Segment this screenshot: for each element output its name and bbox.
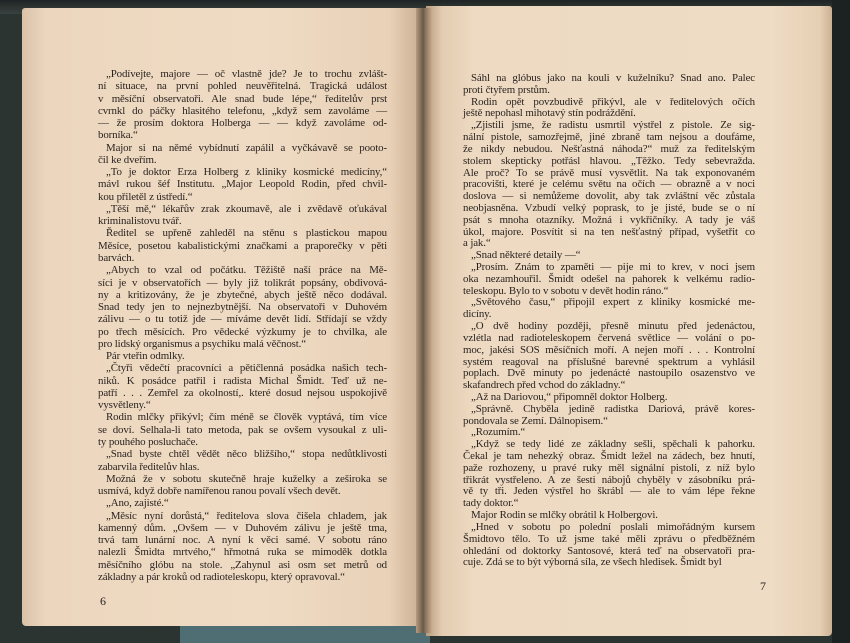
text-line: skafandrech před vchod do základny.“ [463, 379, 626, 392]
text-line: dicíny. [463, 308, 492, 321]
text-line: moc, jakési SOS měsíčních moří. A nejen moří . . . Kontrolní [463, 343, 755, 356]
text-line: Pár vteřin odmlky. [106, 350, 185, 363]
text-line: „Snad některé detaily —“ [471, 249, 581, 262]
paragraph [98, 510, 387, 584]
paragraph [98, 68, 387, 142]
text-line: cvrnkl do páčky hlasitého telefonu, „když sem zavoláme — [98, 104, 387, 117]
text-line: pracovišti, které je celému světu na očích — obrazně a v noci [463, 178, 755, 191]
paragraph [98, 264, 387, 350]
text-line: a jak.“ [463, 237, 491, 250]
paragraph [463, 522, 755, 569]
text-line: Snad tedy jen to nejnezbytnější. Na observatoři v Duhovém [98, 301, 387, 314]
paragraph [463, 97, 755, 121]
book-gutter [416, 8, 432, 633]
text-line: „To je doktor Erza Holberg z kliniky kosmické medicíny,“ [106, 166, 387, 179]
text-line: patří . . . Zemřel za okolností,. které dosud nejsou uspokojivě [98, 386, 387, 399]
text-line: barvách. [98, 251, 135, 264]
text-line: zabarvila ředitelův hlas. [98, 460, 200, 473]
text-line: pro lidský organismus a psychiku malá věčnost.“ [98, 337, 307, 350]
paragraph [98, 411, 387, 448]
text-line: Rodin mlčky přikývl; čím méně se člověk vyptává, tím více [106, 411, 387, 424]
right-page-text [463, 73, 755, 569]
text-line: Rodin opět povzbudivě přikývl, ale v ředitelových očích [471, 95, 755, 108]
paragraph [98, 166, 387, 203]
text-line: „Až na Dariovou,“ připomněl doktor Holberg. [471, 390, 668, 403]
text-line: po třech měsících. Pro vědecké výzkumy je to chvilka, ale [98, 325, 387, 338]
text-line: vysvětleny.“ [98, 399, 151, 412]
text-line: nální pistole, samozřejmě, jiné zbraně tam nejsou a doufáme, [463, 131, 755, 144]
text-line: měsíčního glóbu na stole. „Zahynul asi osm set metrů od [98, 558, 387, 571]
paragraph [98, 350, 387, 362]
text-line: ohledání od doktorky Santosové, která teď na observatoři pra- [463, 544, 755, 557]
book-right-edge [832, 0, 850, 643]
text-line: ny a kritizovány, že je zbytečné, abych ještě něco dodával. [98, 288, 387, 301]
text-line: doslova — si nemůžeme dovolit, aby tak zvláštní věc zůstala [463, 190, 755, 203]
text-line: nalezli Šmidta mrtvého,“ hřmotná ruka se mimoděk dotkla [98, 546, 387, 559]
paragraph [98, 362, 387, 411]
text-line: borníka.“ [98, 129, 138, 142]
text-line: mávl rukou šéf Institutu. „Major Leopold Rodin, před chvil- [98, 178, 387, 191]
text-line: „Čtyři vědečtí pracovníci a pětičlenná posádka našich tech- [106, 362, 387, 375]
text-line: neobjasněna. Vzbudí velký poprask, to je jisté, bude se o ní [463, 201, 755, 214]
text-line: úkol, majore. Posvítit si na ten nešťastný případ, vyšetřit co [463, 225, 755, 238]
text-line: „Těší mě,“ lékařův zrak zkoumavě, ale i zvědavě oťukával [106, 202, 387, 215]
text-line: „Zjistili jsme, že radistu usmrtil výstřel z pistole. Ze sig- [471, 119, 755, 132]
text-line: „Abych to vzal od počátku. Těžiště naší práce na Mě- [106, 264, 387, 277]
text-line: „Prosím. Znám to zpaměti — pije mi to krev, v noci jsem [471, 261, 755, 273]
text-line: „Ano, zajisté.“ [106, 497, 169, 510]
text-line: „Snad byste chtěl vědět něco bližšího,“ stopa nedůtklivosti [106, 448, 387, 461]
text-line: zálivu — o tu totiž jde — míváme devět lidí. Střídají se vždy [98, 313, 387, 326]
text-line: — že prosím doktora Holberga — — když zavoláme od- [98, 117, 387, 130]
text-line: systém reagoval na příslušné barevné spektrum a vyhlásil [463, 355, 755, 368]
text-line: „Světového času,“ připojil expert z kliniky kosmické me- [471, 296, 755, 309]
text-line: poplach. Dvě minuty po jedenácté nastoupilo osazenstvo ve [463, 367, 755, 380]
paragraph [463, 262, 755, 297]
paragraph [463, 120, 755, 250]
text-line: „Správně. Chyběla jedině radistka Dariová, právě kores- [471, 402, 755, 415]
paragraph [463, 297, 755, 321]
text-line: že nikdy nebudou. Nešťastná náhoda?“ muž za ředitelským [463, 142, 755, 155]
left-page [22, 8, 422, 626]
text-line: Ředitel se upřeně zahleděl na stěnu s plastickou mapou [106, 227, 387, 240]
text-line: „Rozumím.“ [471, 426, 526, 439]
text-line: psát s mnoha otazníky. Možná i vykřičníky. A tady je váš [463, 213, 755, 226]
paragraph [98, 203, 387, 228]
text-line: teleskopu. Bylo to v sobotu v devět hodin ráno.“ [463, 284, 669, 297]
text-line: Ale proč? To se právě musí vysvětlit. Na tak exponovaném [463, 166, 755, 179]
text-line: Major Rodin se mlčky obrátil k Holbergovi. [471, 509, 658, 522]
text-line: základny a pár kroků od radioteleskopu, který opravoval.“ [98, 570, 345, 583]
paragraph [463, 392, 755, 404]
text-line: „Podívejte, majore — oč vlastně jde? Je to trochu zvlášt- [106, 68, 387, 80]
text-line: v měsíční observatoři. Ale snad bude lépe,“ ředitelův prst [98, 92, 387, 105]
right-page [426, 6, 832, 636]
text-line: vě ty tři. Jeden výstřel ho škrábl — ale to vám lépe řekne [463, 485, 755, 498]
text-line: tady doktor.“ [463, 497, 519, 510]
text-line: ní situace, na první pohled neuvěřitelná. Tragická událost [98, 80, 387, 93]
paragraph [463, 73, 755, 97]
text-line: síci je v observatořích — byly již tolikrát popsány, obdivová- [98, 276, 387, 289]
text-line: pondovala se Zemí. Dálnopisem.“ [463, 414, 608, 427]
text-line: Čekal je tam nehezký obraz. Šmidt ležel na zádech, bez hnutí, [463, 450, 755, 462]
page-number: 7 [760, 579, 766, 593]
text-line: trvá tam lunární noc. A nyní k věci samé. V sobotu ráno [98, 534, 387, 547]
text-line: vzlétla nad radioteleskopem červená světlice — volání o po- [463, 331, 755, 344]
page-number: 6 [100, 594, 106, 608]
text-line: „Když se tedy lidé ze základny sešli, spěchali k pahorku. [471, 438, 755, 451]
text-line: stolem skepticky potřásl hlavou. „Těžko. Tedy sebevražda. [463, 154, 755, 167]
text-line: třikrát vystřeleno. A ze šesti nábojů chyběly v zásobníku prá- [463, 473, 755, 486]
text-line: paže rozhozeny, u pravé ruky měl signální pistoli, z níž bylo [463, 461, 755, 474]
text-line: Možná že v sobotu skutečně hraje kuželky a zeširoka se [106, 472, 387, 485]
text-line: Měsíce, posetou kabalistickými značkami a praporečky v pěti [98, 239, 387, 252]
paragraph [98, 142, 387, 167]
text-line: „Měsíc nyní dorůstá,“ ředitelova slova čišela chladem, jak [106, 509, 387, 522]
text-line: cuje. Zdá se to být výborná síla, ze všech hledisek. Šmidt byl [463, 556, 722, 569]
text-line: „Hned v sobotu po polední poslali mimořádným kursem [471, 520, 755, 533]
paragraph [98, 473, 387, 498]
paragraph [463, 321, 755, 392]
paragraph [463, 404, 755, 428]
text-line: kriminalistovu tvář. [98, 215, 182, 228]
paragraph [98, 227, 387, 264]
left-page-text [98, 68, 387, 583]
text-line: proti čtyřem prstům. [463, 83, 550, 96]
paragraph [463, 439, 755, 510]
text-line: Sáhl na glóbus jako na kouli v kuželníku? Snad ano. Palec [471, 72, 755, 84]
text-line: Major si na němé vybídnutí zapálil a vyčkávavě se pooto- [106, 141, 387, 154]
text-line: ještě nepohasl mihotavý stín podráždění. [463, 107, 636, 120]
text-line: kou přiletěl z ústředí.“ [98, 190, 193, 203]
text-line: usmívá, když dobře namířenou ranou povalí všech devět. [98, 485, 341, 498]
text-line: se doví. Selhala-li tato metoda, pak se ovšem vysoukal z uli- [98, 423, 387, 436]
text-line: kamenný dům. „Ovšem — v Duhovém zálivu je ještě tma, [98, 521, 387, 534]
paragraph [98, 448, 387, 473]
text-line: „O dvě hodiny později, přesně minutu před jedenáctou, [471, 320, 755, 333]
text-line: Šmidtovo tělo. To už jsme také měli zprávu o předběžném [463, 532, 755, 545]
text-line: ty pouhého posluchače. [98, 435, 198, 448]
paragraph [98, 497, 387, 509]
text-line: čil ke dveřím. [98, 153, 157, 166]
text-line: niků. K posádce patřil i radista Michal Šmidt. Teď už ne- [98, 374, 387, 387]
text-line: oka nezamhouřil. Šmidt odešel na pahorek k velkému radio- [463, 272, 755, 285]
